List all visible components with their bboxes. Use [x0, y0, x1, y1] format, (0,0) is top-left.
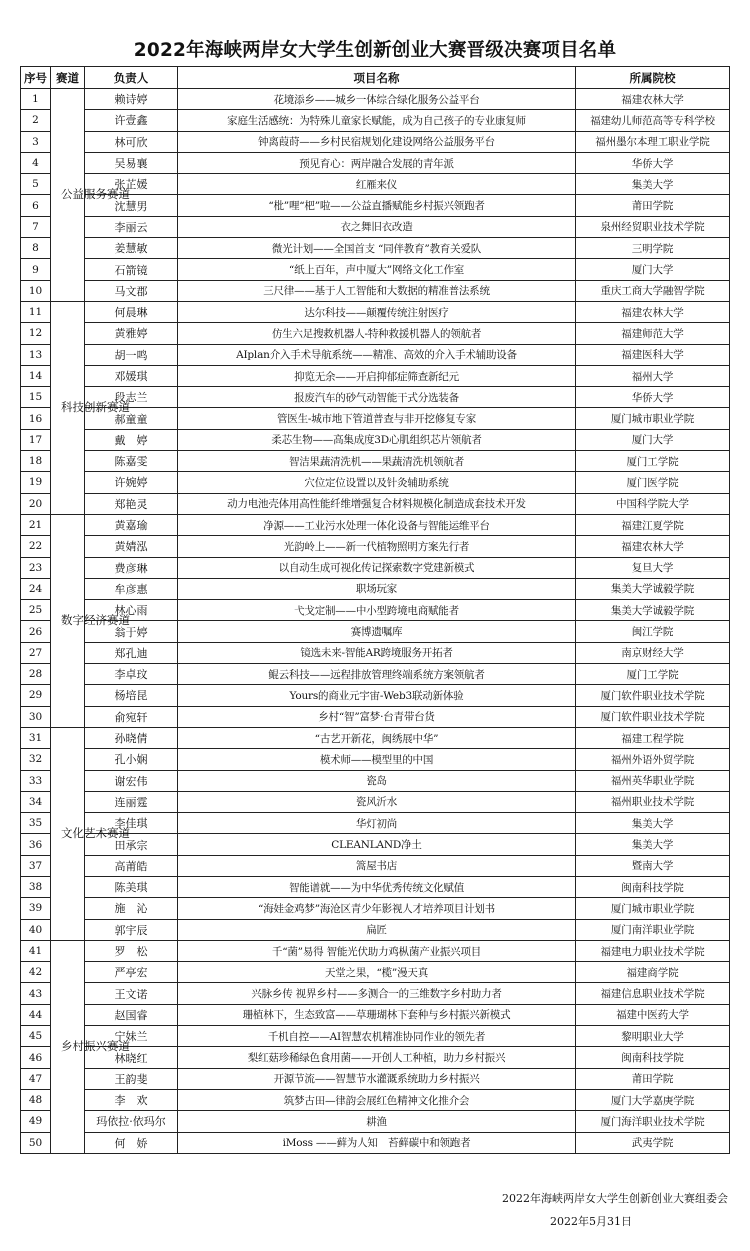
leader-name: 连丽霆 — [85, 791, 178, 812]
project-name: “海娃金鸡梦”海沧区青少年影视人才培养项目计划书 — [178, 898, 576, 919]
table-row — [21, 1132, 730, 1153]
school-name: 三明学院 — [576, 238, 730, 259]
table-row — [21, 344, 730, 365]
project-name: 瓷风沂水 — [178, 791, 576, 812]
leader-name: 郑孔迪 — [85, 642, 178, 663]
leader-name: 黄婧泓 — [85, 536, 178, 557]
project-name: 千机自控——AI智慧农机精准协同作业的领先者 — [178, 1026, 576, 1047]
table-row — [21, 685, 730, 706]
project-name: 智洁果蔬清洗机——果蔬清洗机领航者 — [178, 451, 576, 472]
school-name: 中国科学院大学 — [576, 493, 730, 514]
school-name: 厦门软件职业技术学院 — [576, 706, 730, 727]
row-seq: 4 — [21, 152, 51, 173]
leader-name: 赖诗婷 — [85, 89, 178, 110]
table-row — [21, 898, 730, 919]
project-name: 华灯初尚 — [178, 813, 576, 834]
school-name: 华侨大学 — [576, 387, 730, 408]
project-name: 以自动生成可视化传记探索数字党建新模式 — [178, 557, 576, 578]
leader-name: 玛依拉·依玛尔 — [85, 1111, 178, 1132]
row-seq: 2 — [21, 110, 51, 131]
school-name: 厦门城市职业学院 — [576, 898, 730, 919]
row-seq: 43 — [21, 983, 51, 1004]
school-name: 厦门大学嘉庚学院 — [576, 1089, 730, 1110]
row-seq: 14 — [21, 365, 51, 386]
project-name: 报废汽车的砂气动智能干式分选装备 — [178, 387, 576, 408]
row-seq: 42 — [21, 962, 51, 983]
table-row — [21, 876, 730, 897]
leader-name: 李丽云 — [85, 216, 178, 237]
row-seq: 36 — [21, 834, 51, 855]
project-name: 柔芯生物——高集成度3D心肌组织芯片领航者 — [178, 429, 576, 450]
table-header-row — [21, 67, 730, 89]
row-seq: 38 — [21, 876, 51, 897]
table-row — [21, 962, 730, 983]
leader-name: 黄雅婷 — [85, 323, 178, 344]
school-name: 福建师范大学 — [576, 323, 730, 344]
table-row — [21, 536, 730, 557]
leader-name: 李佳琪 — [85, 813, 178, 834]
leader-name: 黄嘉瑜 — [85, 514, 178, 535]
page-title: 2022年海峡两岸女大学生创新创业大赛晋级决赛项目名单 — [133, 40, 617, 61]
leader-name: 高莆皓 — [85, 855, 178, 876]
finalist-table — [20, 66, 730, 1154]
table-row — [21, 216, 730, 237]
leader-name: 翁于婷 — [85, 621, 178, 642]
row-seq: 7 — [21, 216, 51, 237]
row-seq: 20 — [21, 493, 51, 514]
table-row — [21, 131, 730, 152]
table-row — [21, 195, 730, 216]
school-name: 闽南科技学院 — [576, 876, 730, 897]
table-row — [21, 493, 730, 514]
col-header-project: 项目名称 — [178, 67, 576, 89]
row-seq: 9 — [21, 259, 51, 280]
row-seq: 33 — [21, 770, 51, 791]
leader-name: 郭宇辰 — [85, 919, 178, 940]
school-name: 厦门大学 — [576, 429, 730, 450]
school-name: 福州职业技术学院 — [576, 791, 730, 812]
project-name: 扁匠 — [178, 919, 576, 940]
row-seq: 45 — [21, 1026, 51, 1047]
school-name: 黎明职业大学 — [576, 1026, 730, 1047]
school-name: 厦门工学院 — [576, 664, 730, 685]
leader-name: 李 欢 — [85, 1089, 178, 1110]
project-name: Yours的商业元宇宙-Web3联动新体验 — [178, 685, 576, 706]
leader-name: 孙晓倩 — [85, 727, 178, 748]
col-header-track: 赛道 — [51, 67, 85, 89]
school-name: 福建医科大学 — [576, 344, 730, 365]
leader-name: 李卓玟 — [85, 664, 178, 685]
leader-name: 杨培昆 — [85, 685, 178, 706]
project-name: CLEANLAND净土 — [178, 834, 576, 855]
project-name: 梨红菇珍稀绿色食用菌——开创人工种植，助力乡村振兴 — [178, 1047, 576, 1068]
school-name: 莆田学院 — [576, 195, 730, 216]
project-name: 净源——工业污水处理一体化设备与智能运维平台 — [178, 514, 576, 535]
school-name: 武夷学院 — [576, 1132, 730, 1153]
project-name: 衣之舞旧衣改造 — [178, 216, 576, 237]
table-row — [21, 1026, 730, 1047]
project-name: 管医生-城市地下管道普查与非开挖修复专家 — [178, 408, 576, 429]
school-name: 福州英华职业学院 — [576, 770, 730, 791]
table-row — [21, 1089, 730, 1110]
row-seq: 31 — [21, 727, 51, 748]
table-row — [21, 642, 730, 663]
leader-name: 田承宗 — [85, 834, 178, 855]
table-row — [21, 1111, 730, 1132]
row-seq: 10 — [21, 280, 51, 301]
project-name: 弋戈定制——中小型跨境电商赋能者 — [178, 600, 576, 621]
row-seq: 34 — [21, 791, 51, 812]
project-name: 筑梦古田—律韵会展红色精神文化推介会 — [178, 1089, 576, 1110]
project-name: 乡村“智”富梦·台青带台货 — [178, 706, 576, 727]
table-row — [21, 727, 730, 748]
project-name: 花境添乡——城乡一体综合绿化服务公益平台 — [178, 89, 576, 110]
school-name: 福州大学 — [576, 365, 730, 386]
leader-name: 何晨琳 — [85, 301, 178, 322]
row-seq: 17 — [21, 429, 51, 450]
row-seq: 13 — [21, 344, 51, 365]
table-row — [21, 813, 730, 834]
school-name: 暨南大学 — [576, 855, 730, 876]
school-name: 福建工程学院 — [576, 727, 730, 748]
project-name: 动力电池壳体用高性能纤维增强复合材料规模化制造成套技术开发 — [178, 493, 576, 514]
row-seq: 24 — [21, 578, 51, 599]
leader-name: 林心雨 — [85, 600, 178, 621]
project-name: 预见育心：两岸融合发展的青年派 — [178, 152, 576, 173]
project-name: iMoss ——藓为人知 苔藓碳中和领跑者 — [178, 1132, 576, 1153]
project-name: 光韵岭上——新一代植物照明方案先行者 — [178, 536, 576, 557]
school-name: 厦门海洋职业技术学院 — [576, 1111, 730, 1132]
row-seq: 15 — [21, 387, 51, 408]
table-row — [21, 323, 730, 344]
track-label: 数字经济赛道 — [61, 613, 130, 628]
school-name: 集美大学 — [576, 834, 730, 855]
leader-name: 胡一鸣 — [85, 344, 178, 365]
leader-name: 郑艳灵 — [85, 493, 178, 514]
school-name: 重庆工商大学融智学院 — [576, 280, 730, 301]
row-seq: 18 — [21, 451, 51, 472]
row-seq: 5 — [21, 174, 51, 195]
table-row — [21, 1004, 730, 1025]
project-name: 仿生六足搜救机器人-特种救援机器人的领航者 — [178, 323, 576, 344]
track-label: 文化艺术赛道 — [61, 826, 130, 841]
row-seq: 41 — [21, 940, 51, 961]
school-name: 厦门城市职业学院 — [576, 408, 730, 429]
school-name: 福建江夏学院 — [576, 514, 730, 535]
leader-name: 宁妹兰 — [85, 1026, 178, 1047]
table-row — [21, 770, 730, 791]
school-name: 厦门工学院 — [576, 451, 730, 472]
project-name: 鲲云科技——远程排放管理终端系统方案领航者 — [178, 664, 576, 685]
track-label: 科技创新赛道 — [61, 400, 130, 415]
row-seq: 47 — [21, 1068, 51, 1089]
row-seq: 46 — [21, 1047, 51, 1068]
leader-name: 吴易襄 — [85, 152, 178, 173]
leader-name: 张芷媛 — [85, 174, 178, 195]
school-name: 厦门南洋职业学院 — [576, 919, 730, 940]
school-name: 福建农林大学 — [576, 536, 730, 557]
col-header-seq: 序号 — [21, 67, 51, 89]
track-label: 乡村振兴赛道 — [61, 1039, 130, 1054]
project-name: 珊植林下，生态致富——草珊瑚林下套种与乡村振兴新模式 — [178, 1004, 576, 1025]
school-name: 福建幼儿师范高等专科学校 — [576, 110, 730, 131]
school-name: 集美大学诚毅学院 — [576, 600, 730, 621]
project-name: 钟离葭莳——乡村民宿规划化建设网络公益服务平台 — [178, 131, 576, 152]
table-row — [21, 834, 730, 855]
school-name: 福建农林大学 — [576, 301, 730, 322]
school-name: 闽南科技学院 — [576, 1047, 730, 1068]
school-name: 复旦大学 — [576, 557, 730, 578]
table-row — [21, 365, 730, 386]
table-row — [21, 259, 730, 280]
row-seq: 50 — [21, 1132, 51, 1153]
organizer-signature: 2022年海峡两岸女大学生创新创业大赛组委会 — [502, 1192, 728, 1205]
project-name: 赛博遗嘱库 — [178, 621, 576, 642]
school-name: 泉州经贸职业技术学院 — [576, 216, 730, 237]
school-name: 集美大学 — [576, 813, 730, 834]
table-row — [21, 238, 730, 259]
leader-name: 牟彦惠 — [85, 578, 178, 599]
project-name: AIplan介入手术导航系统——精准、高效的介入手术辅助设备 — [178, 344, 576, 365]
row-seq: 48 — [21, 1089, 51, 1110]
leader-name: 戴 婷 — [85, 429, 178, 450]
leader-name: 何 娇 — [85, 1132, 178, 1153]
project-name: 家庭生活感统：为特殊儿童家长赋能，成为自己孩子的专业康复师 — [178, 110, 576, 131]
school-name: 厦门大学 — [576, 259, 730, 280]
leader-name: 罗 松 — [85, 940, 178, 961]
leader-name: 石箭镜 — [85, 259, 178, 280]
table-row — [21, 749, 730, 770]
table-row — [21, 301, 730, 322]
table-row — [21, 557, 730, 578]
leader-name: 费彦琳 — [85, 557, 178, 578]
project-name: 红雁来仪 — [178, 174, 576, 195]
project-name: 开源节流——智慧节水灌溉系统助力乡村振兴 — [178, 1068, 576, 1089]
row-seq: 49 — [21, 1111, 51, 1132]
row-seq: 11 — [21, 301, 51, 322]
project-name: “纸上百年，声中厦大”网络文化工作室 — [178, 259, 576, 280]
project-name: 抑览无余——开启抑郁症筛查新纪元 — [178, 365, 576, 386]
col-header-school: 所属院校 — [576, 67, 730, 89]
school-name: 福州墨尔本理工职业学院 — [576, 131, 730, 152]
track-cell — [51, 727, 130, 940]
table-row — [21, 983, 730, 1004]
school-name: 华侨大学 — [576, 152, 730, 173]
row-seq: 6 — [21, 195, 51, 216]
leader-name: 姜慧敏 — [85, 238, 178, 259]
leader-name: 邓媛琪 — [85, 365, 178, 386]
row-seq: 39 — [21, 898, 51, 919]
row-seq: 28 — [21, 664, 51, 685]
col-header-leader: 负责人 — [85, 67, 178, 89]
table-row — [21, 600, 730, 621]
table-row — [21, 621, 730, 642]
leader-name: 马文郡 — [85, 280, 178, 301]
project-name: 穴位定位设置以及针灸辅助系统 — [178, 472, 576, 493]
leader-name: 段志兰 — [85, 387, 178, 408]
project-name: 兴脉乡传 视界乡村——多测合一的三维数字乡村助力者 — [178, 983, 576, 1004]
leader-name: 陈美琪 — [85, 876, 178, 897]
project-name: 镜选未来-智能AR跨境服务开拓者 — [178, 642, 576, 663]
leader-name: 赵国睿 — [85, 1004, 178, 1025]
row-seq: 21 — [21, 514, 51, 535]
table-row — [21, 514, 730, 535]
table-row — [21, 280, 730, 301]
project-name: 微光计划——全国首支 “同伴教育”教育关爱队 — [178, 238, 576, 259]
row-seq: 30 — [21, 706, 51, 727]
project-name: 天堂之果，“榄”漫天真 — [178, 962, 576, 983]
table-row — [21, 1068, 730, 1089]
leader-name: 许婉婷 — [85, 472, 178, 493]
row-seq: 40 — [21, 919, 51, 940]
table-row — [21, 940, 730, 961]
leader-name: 严亭宏 — [85, 962, 178, 983]
project-name: 千“菌”易得 智能光伏助力鸡枞菌产业振兴项目 — [178, 940, 576, 961]
row-seq: 12 — [21, 323, 51, 344]
school-name: 闽江学院 — [576, 621, 730, 642]
leader-name: 林可欣 — [85, 131, 178, 152]
project-name: 瓷岛 — [178, 770, 576, 791]
school-name: 集美大学 — [576, 174, 730, 195]
row-seq: 27 — [21, 642, 51, 663]
school-name: 莆田学院 — [576, 1068, 730, 1089]
leader-name: 俞宛轩 — [85, 706, 178, 727]
project-name: 篙屋书店 — [178, 855, 576, 876]
table-row — [21, 174, 730, 195]
leader-name: 林晓红 — [85, 1047, 178, 1068]
row-seq: 44 — [21, 1004, 51, 1025]
project-name: 职场玩家 — [178, 578, 576, 599]
table-row — [21, 89, 730, 110]
leader-name: 陈嘉雯 — [85, 451, 178, 472]
table-row — [21, 919, 730, 940]
leader-name: 谢宏伟 — [85, 770, 178, 791]
table-row — [21, 152, 730, 173]
table-row — [21, 1047, 730, 1068]
table-row — [21, 578, 730, 599]
project-name: 智能谱就——为中华优秀传统文化赋值 — [178, 876, 576, 897]
row-seq: 3 — [21, 131, 51, 152]
track-cell — [51, 89, 130, 302]
row-seq: 23 — [21, 557, 51, 578]
table-row — [21, 791, 730, 812]
project-name: “古艺开新花，闽绣展中华” — [178, 727, 576, 748]
project-name: 耕渔 — [178, 1111, 576, 1132]
school-name: 福州外语外贸学院 — [576, 749, 730, 770]
school-name: 集美大学诚毅学院 — [576, 578, 730, 599]
track-cell — [51, 301, 130, 514]
school-name: 福建农林大学 — [576, 89, 730, 110]
row-seq: 8 — [21, 238, 51, 259]
row-seq: 25 — [21, 600, 51, 621]
school-name: 厦门医学院 — [576, 472, 730, 493]
table-row — [21, 429, 730, 450]
row-seq: 29 — [21, 685, 51, 706]
table-row — [21, 451, 730, 472]
leader-name: 郝童童 — [85, 408, 178, 429]
table-row — [21, 408, 730, 429]
leader-name: 王韵斐 — [85, 1068, 178, 1089]
table-row — [21, 664, 730, 685]
leader-name: 沈慧男 — [85, 195, 178, 216]
school-name: 福建商学院 — [576, 962, 730, 983]
school-name: 福建电力职业技术学院 — [576, 940, 730, 961]
leader-name: 施 沁 — [85, 898, 178, 919]
row-seq: 37 — [21, 855, 51, 876]
table-row — [21, 706, 730, 727]
row-seq: 16 — [21, 408, 51, 429]
row-seq: 1 — [21, 89, 51, 110]
leader-name: 王文诺 — [85, 983, 178, 1004]
table-row — [21, 472, 730, 493]
issue-date: 2022年5月31日 — [550, 1215, 632, 1228]
track-cell — [51, 514, 130, 727]
row-seq: 35 — [21, 813, 51, 834]
table-body — [21, 89, 730, 1154]
row-seq: 26 — [21, 621, 51, 642]
project-name: “枇”哩“杷”啦——公益直播赋能乡村振兴领跑者 — [178, 195, 576, 216]
school-name: 福建信息职业技术学院 — [576, 983, 730, 1004]
project-name: 达尔科技——颠覆传统注射医疗 — [178, 301, 576, 322]
leader-name: 许壹鑫 — [85, 110, 178, 131]
project-name: 模术师——模型里的中国 — [178, 749, 576, 770]
table-row — [21, 387, 730, 408]
row-seq: 19 — [21, 472, 51, 493]
row-seq: 32 — [21, 749, 51, 770]
track-label: 公益服务赛道 — [61, 187, 130, 202]
table-row — [21, 855, 730, 876]
table-row — [21, 110, 730, 131]
leader-name: 孔小娴 — [85, 749, 178, 770]
school-name: 厦门软件职业技术学院 — [576, 685, 730, 706]
row-seq: 22 — [21, 536, 51, 557]
school-name: 南京财经大学 — [576, 642, 730, 663]
school-name: 福建中医药大学 — [576, 1004, 730, 1025]
project-name: 三尺律——基于人工智能和大数据的精准普法系统 — [178, 280, 576, 301]
track-cell — [51, 940, 130, 1153]
